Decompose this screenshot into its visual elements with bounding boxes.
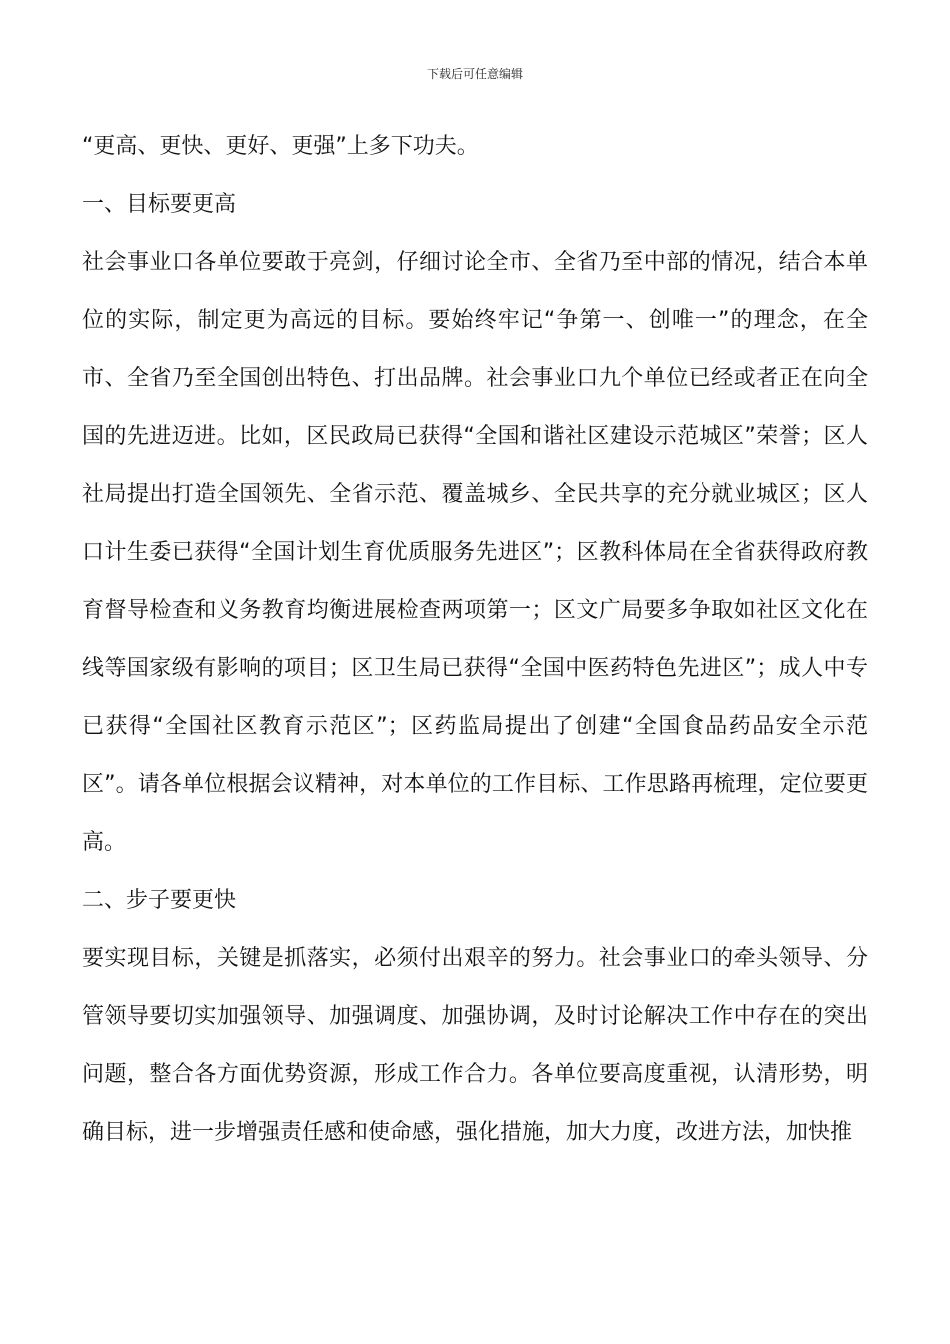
document-body [82,118,868,1162]
paragraph-section-2: 要实现目标，关键是抓落实，必须付出艰辛的努力。社会事业口的牵头领导、分管领导要切实加强领导、加强调度、加强协调，及时讨论解决工作中存在的突出问题，整合各方面优势资源，形成工作合力。各单位要高度重视，认清形势，明确目标，进一步增强责任感和使命感，强化措施，加大力度，改进方法，加快推 [82,946,868,1145]
section-heading-2: 二、步子要更快 [82,888,237,913]
section-heading-1: 一、目标要更高 [82,192,237,217]
page-header: 下载后可任意编辑 [426,67,523,81]
paragraph-section-1: 社会事业口各单位要敢于亮剑，仔细讨论全市、全省乃至中部的情况，结合本单位的实际，制定更为高远的目标。要始终牢记“争第一、创唯一”的理念，在全市、全省乃至全国创出特色、打出品牌。社会事业口九个单位已经或者正在向全国的先进迈进。比如，区民政局已获得“全国和谐社区建设示范城区”荣誉；区人社局提出打造全国领先、全省示范、覆盖城乡、全民共享的充分就业城区；区人口计生委已获得“全国计划生育优质服务先进区”；区教科体局在全省获得政府教育督导检查和义务教育均衡进展检查两项第一；区文广局要多争取如社区文化在线等国家级有影响的项目；区卫生局已获得“全国中医药特色先进区”；成人中专已获得“全国社区教育示范区”；区药监局提出了创建“全国食品药品安全示范区”。请各单位根据会议精神，对本单位的工作目标、工作思路再梳理，定位要更高。 [82,250,868,855]
paragraph-intro: “更高、更快、更好、更强”上多下功夫。 [82,134,479,159]
